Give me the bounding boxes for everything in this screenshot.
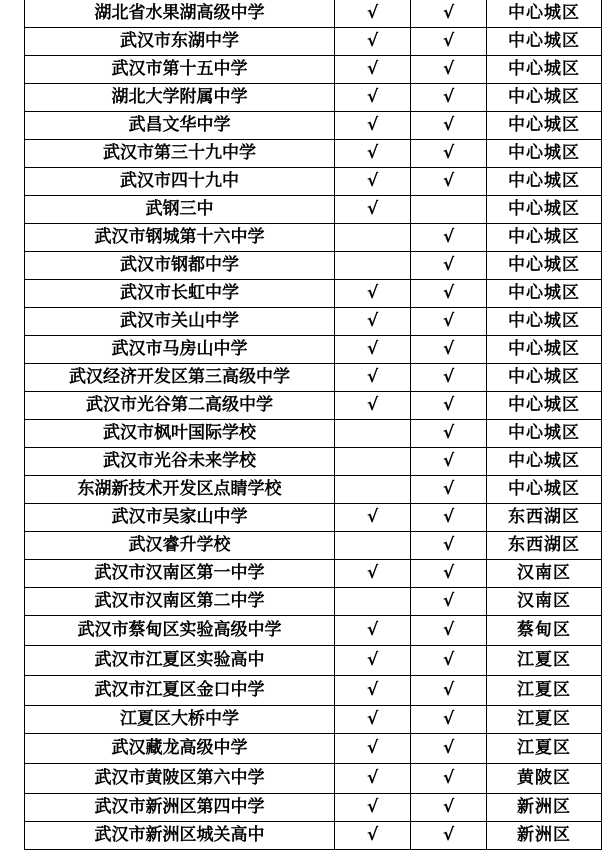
check-cell-b: √ <box>411 560 487 588</box>
table-row <box>25 196 602 224</box>
school-name-cell: 湖北省水果湖高级中学 <box>25 0 335 28</box>
district-cell: 中心城区 <box>487 476 602 504</box>
school-name-cell: 武汉市吴家山中学 <box>25 504 335 532</box>
table-row <box>25 56 602 84</box>
check-cell-b: √ <box>411 676 487 706</box>
table-row <box>25 420 602 448</box>
check-cell-b: √ <box>411 646 487 676</box>
check-cell-a: √ <box>335 28 411 56</box>
table-row <box>25 140 602 168</box>
district-cell: 新洲区 <box>487 794 602 822</box>
district-cell: 黄陂区 <box>487 764 602 794</box>
school-name-cell: 东湖新技术开发区点睛学校 <box>25 476 335 504</box>
school-name-cell: 武汉市汉南区第二中学 <box>25 588 335 616</box>
check-cell-a: √ <box>335 794 411 822</box>
table-row <box>25 734 602 764</box>
check-cell-a: √ <box>335 84 411 112</box>
school-name-cell: 武汉市长虹中学 <box>25 280 335 308</box>
district-cell: 中心城区 <box>487 252 602 280</box>
school-name-cell: 武汉市枫叶国际学校 <box>25 420 335 448</box>
district-cell: 中心城区 <box>487 196 602 224</box>
school-name-cell: 武汉经济开发区第三高级中学 <box>25 364 335 392</box>
school-name-cell: 武汉市江夏区实验高中 <box>25 646 335 676</box>
check-cell-b: √ <box>411 280 487 308</box>
table-row <box>25 336 602 364</box>
school-name-cell: 武汉市光谷第二高级中学 <box>25 392 335 420</box>
table-row <box>25 112 602 140</box>
school-name-cell: 武汉市新洲区城关高中 <box>25 822 335 850</box>
check-cell-b: √ <box>411 0 487 28</box>
school-name-cell: 武汉市马房山中学 <box>25 336 335 364</box>
district-cell: 中心城区 <box>487 56 602 84</box>
table-row <box>25 794 602 822</box>
check-cell-a: √ <box>335 308 411 336</box>
check-cell-a <box>335 448 411 476</box>
check-cell-b: √ <box>411 252 487 280</box>
check-cell-b: √ <box>411 112 487 140</box>
check-cell-a: √ <box>335 676 411 706</box>
check-cell-a <box>335 532 411 560</box>
table-row <box>25 252 602 280</box>
school-name-cell: 武汉睿升学校 <box>25 532 335 560</box>
check-cell-b: √ <box>411 56 487 84</box>
school-name-cell: 武钢三中 <box>25 196 335 224</box>
check-cell-b: √ <box>411 420 487 448</box>
school-name-cell: 武汉市四十九中 <box>25 168 335 196</box>
check-cell-b: √ <box>411 140 487 168</box>
school-name-cell: 武汉市第十五中学 <box>25 56 335 84</box>
table-row <box>25 532 602 560</box>
school-name-cell: 江夏区大桥中学 <box>25 706 335 734</box>
check-cell-a: √ <box>335 764 411 794</box>
check-cell-a: √ <box>335 560 411 588</box>
table-row <box>25 588 602 616</box>
check-cell-b: √ <box>411 532 487 560</box>
check-cell-b: √ <box>411 364 487 392</box>
check-cell-a: √ <box>335 364 411 392</box>
school-name-cell: 武汉市钢都中学 <box>25 252 335 280</box>
district-cell: 汉南区 <box>487 560 602 588</box>
table-row <box>25 168 602 196</box>
table-row <box>25 392 602 420</box>
table-row <box>25 448 602 476</box>
check-cell-a <box>335 420 411 448</box>
check-cell-a: √ <box>335 336 411 364</box>
check-cell-b: √ <box>411 794 487 822</box>
check-cell-a: √ <box>335 112 411 140</box>
check-cell-a: √ <box>335 734 411 764</box>
table-row <box>25 364 602 392</box>
district-cell: 江夏区 <box>487 646 602 676</box>
check-cell-b: √ <box>411 734 487 764</box>
check-cell-a <box>335 224 411 252</box>
check-cell-a <box>335 252 411 280</box>
district-cell: 中心城区 <box>487 0 602 28</box>
check-cell-b: √ <box>411 504 487 532</box>
table-row <box>25 504 602 532</box>
district-cell: 中心城区 <box>487 140 602 168</box>
table-row <box>25 764 602 794</box>
district-cell: 中心城区 <box>487 392 602 420</box>
school-name-cell: 武汉市汉南区第一中学 <box>25 560 335 588</box>
school-name-cell: 湖北大学附属中学 <box>25 84 335 112</box>
check-cell-a: √ <box>335 196 411 224</box>
school-name-cell: 武汉市关山中学 <box>25 308 335 336</box>
check-cell-b: √ <box>411 476 487 504</box>
check-cell-a: √ <box>335 706 411 734</box>
district-cell: 中心城区 <box>487 420 602 448</box>
table-row <box>25 0 602 28</box>
check-cell-a: √ <box>335 56 411 84</box>
check-cell-b: √ <box>411 308 487 336</box>
check-cell-a <box>335 588 411 616</box>
district-cell: 中心城区 <box>487 336 602 364</box>
school-name-cell: 武昌文华中学 <box>25 112 335 140</box>
check-cell-b: √ <box>411 616 487 646</box>
table-row <box>25 280 602 308</box>
school-name-cell: 武汉藏龙高级中学 <box>25 734 335 764</box>
district-cell: 中心城区 <box>487 168 602 196</box>
check-cell-a: √ <box>335 616 411 646</box>
district-cell: 中心城区 <box>487 364 602 392</box>
table-row <box>25 706 602 734</box>
district-cell: 中心城区 <box>487 448 602 476</box>
district-cell: 中心城区 <box>487 280 602 308</box>
table-row <box>25 822 602 850</box>
table-row <box>25 560 602 588</box>
table-row <box>25 224 602 252</box>
district-cell: 蔡甸区 <box>487 616 602 646</box>
table-row <box>25 676 602 706</box>
table-row <box>25 308 602 336</box>
school-name-cell: 武汉市黄陂区第六中学 <box>25 764 335 794</box>
table-row <box>25 28 602 56</box>
check-cell-a <box>335 476 411 504</box>
check-cell-a: √ <box>335 140 411 168</box>
district-cell: 中心城区 <box>487 112 602 140</box>
check-cell-a: √ <box>335 822 411 850</box>
check-cell-b: √ <box>411 224 487 252</box>
district-cell: 中心城区 <box>487 308 602 336</box>
check-cell-a: √ <box>335 168 411 196</box>
district-cell: 汉南区 <box>487 588 602 616</box>
check-cell-b: √ <box>411 764 487 794</box>
district-cell: 东西湖区 <box>487 504 602 532</box>
school-name-cell: 武汉市东湖中学 <box>25 28 335 56</box>
check-cell-b <box>411 196 487 224</box>
school-name-cell: 武汉市新洲区第四中学 <box>25 794 335 822</box>
check-cell-b: √ <box>411 168 487 196</box>
district-cell: 中心城区 <box>487 224 602 252</box>
school-name-cell: 武汉市第三十九中学 <box>25 140 335 168</box>
table-row <box>25 616 602 646</box>
check-cell-a: √ <box>335 0 411 28</box>
table-row <box>25 476 602 504</box>
check-cell-b: √ <box>411 706 487 734</box>
school-name-cell: 武汉市蔡甸区实验高级中学 <box>25 616 335 646</box>
check-cell-b: √ <box>411 448 487 476</box>
check-cell-a: √ <box>335 646 411 676</box>
check-cell-b: √ <box>411 28 487 56</box>
school-name-cell: 武汉市钢城第十六中学 <box>25 224 335 252</box>
school-name-cell: 武汉市江夏区金口中学 <box>25 676 335 706</box>
district-cell: 中心城区 <box>487 28 602 56</box>
check-cell-b: √ <box>411 84 487 112</box>
table-row <box>25 646 602 676</box>
district-cell: 新洲区 <box>487 822 602 850</box>
check-cell-a: √ <box>335 280 411 308</box>
district-cell: 江夏区 <box>487 706 602 734</box>
check-cell-b: √ <box>411 336 487 364</box>
school-name-cell: 武汉市光谷未来学校 <box>25 448 335 476</box>
check-cell-a: √ <box>335 392 411 420</box>
check-cell-a: √ <box>335 504 411 532</box>
school-table <box>24 0 602 850</box>
table-row <box>25 84 602 112</box>
check-cell-b: √ <box>411 588 487 616</box>
district-cell: 东西湖区 <box>487 532 602 560</box>
check-cell-b: √ <box>411 392 487 420</box>
district-cell: 江夏区 <box>487 734 602 764</box>
check-cell-b: √ <box>411 822 487 850</box>
district-cell: 江夏区 <box>487 676 602 706</box>
district-cell: 中心城区 <box>487 84 602 112</box>
